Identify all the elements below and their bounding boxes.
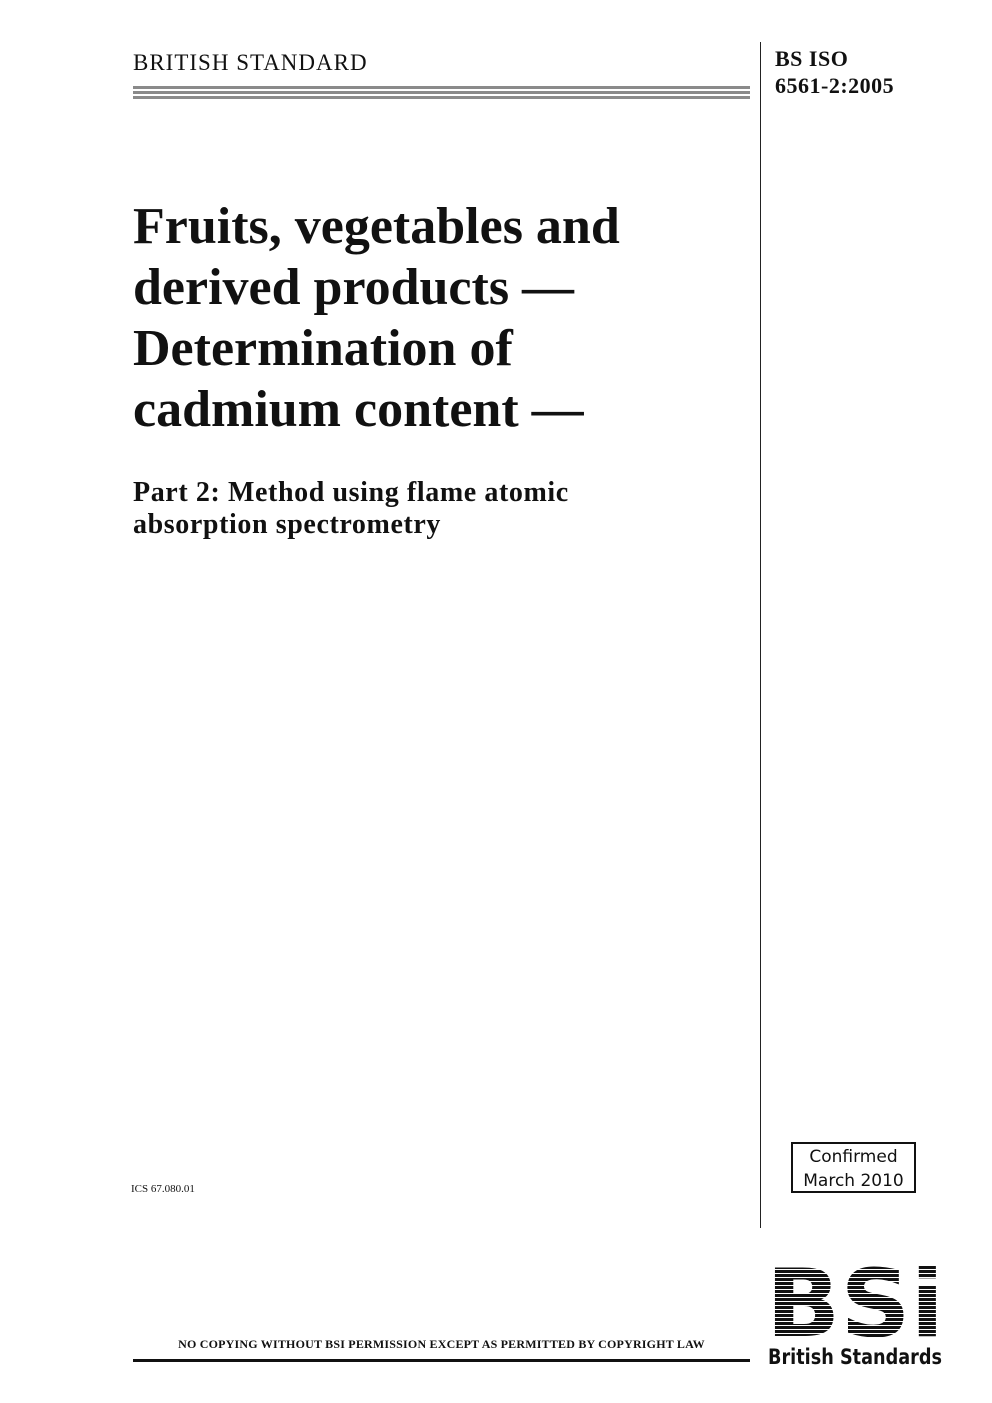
header-rule xyxy=(133,86,750,101)
footer-rule xyxy=(133,1359,750,1362)
bsi-logo xyxy=(766,1262,946,1370)
title-line: Fruits, vegetables and xyxy=(133,198,620,255)
confirmed-date: March 2010 xyxy=(803,1171,904,1191)
document-subtitle xyxy=(133,477,743,541)
bsi-logo-mark xyxy=(766,1262,946,1370)
standard-number-line-1: BS ISO xyxy=(775,46,849,71)
bsi-logo-brand-name: British Standards xyxy=(768,1345,942,1369)
copyright-notice: NO COPYING WITHOUT BSI PERMISSION EXCEPT AS PERMITTED BY COPYRIGHT LAW xyxy=(178,1337,705,1351)
series-label: BRITISH STANDARD xyxy=(133,50,368,75)
title-line: derived products — xyxy=(133,259,575,316)
confirmed-stamp xyxy=(791,1142,916,1193)
document-title xyxy=(133,196,743,440)
ics-code: ICS 67.080.01 xyxy=(131,1183,195,1195)
bsi-logo-letters: BSi xyxy=(766,1262,944,1359)
title-line: Determination of xyxy=(133,320,513,377)
vertical-divider xyxy=(760,42,761,1228)
subtitle-line: absorption spectrometry xyxy=(133,509,442,540)
confirmed-label: Confirmed xyxy=(809,1147,898,1167)
standard-number xyxy=(775,45,894,99)
subtitle-line: Part 2: Method using flame atomic xyxy=(133,477,569,508)
standard-number-line-2: 6561-2:2005 xyxy=(775,73,895,98)
title-line: cadmium content — xyxy=(133,381,584,438)
